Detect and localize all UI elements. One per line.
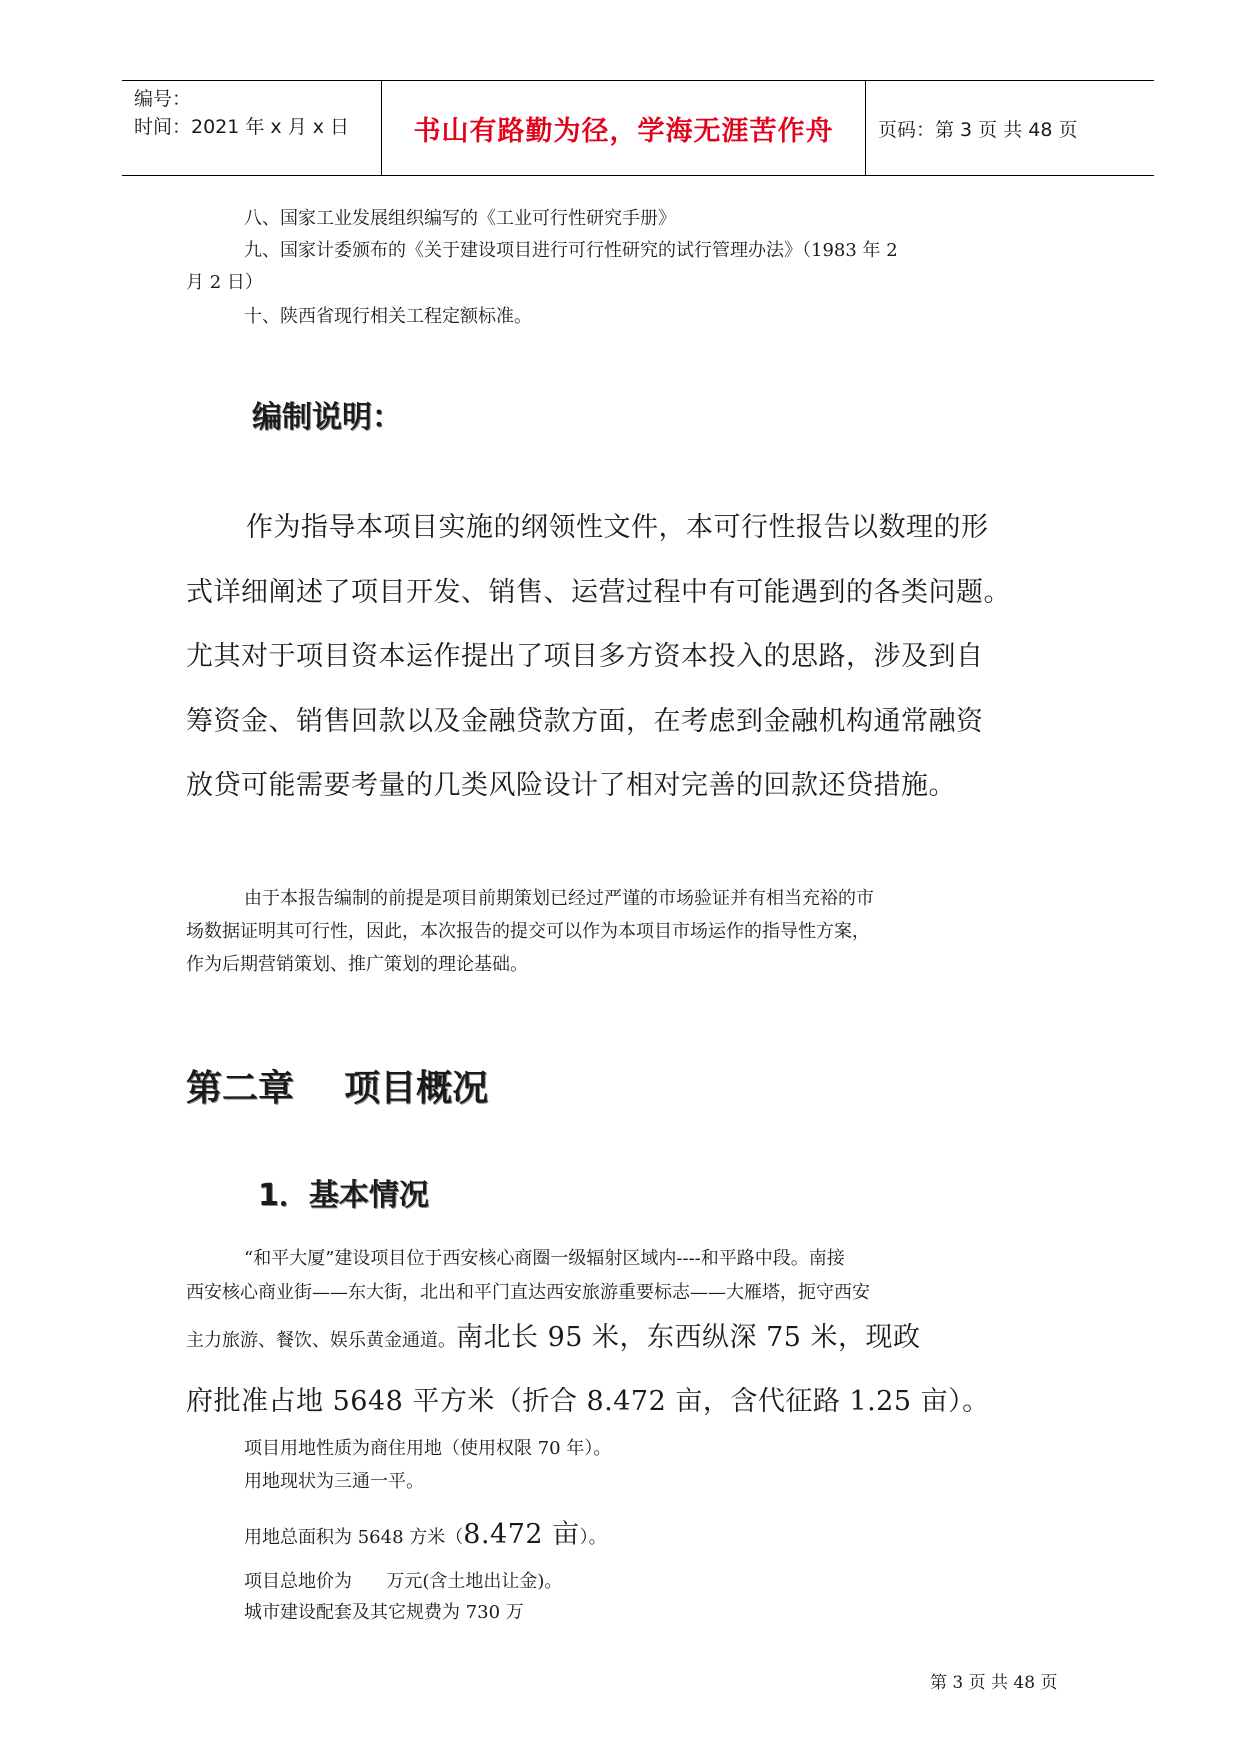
header-meta <box>122 81 382 175</box>
reference-item: 月 2 日） <box>186 272 263 293</box>
fact-land-status: 用地现状为三通一平。 <box>244 1471 424 1492</box>
reference-item: 十、陕西省现行相关工程定额标准。 <box>244 306 532 327</box>
section-title: 1．基本情况 <box>258 1178 429 1213</box>
fact-land-area-mu: 8.472 亩 <box>463 1519 580 1550</box>
chapter-title: 第二章 项目概况 <box>186 1068 489 1109</box>
reference-item: 八、国家工业发展组织编写的《工业可行性研究手册》 <box>244 208 676 229</box>
premise-paragraph-line: 由于本报告编制的前提是项目前期策划已经过严谨的市场验证并有相当充裕的市 <box>244 888 874 909</box>
basic-paragraph-large-text: 南北长 95 米，东西纵深 75 米，现政 <box>456 1322 921 1353</box>
document-time: 时间：2021 年 x 月 x 日 <box>134 116 350 138</box>
compile-heading: 编制说明： <box>252 400 402 435</box>
header-motto-cell <box>382 81 866 175</box>
page-header <box>122 80 1154 176</box>
fact-land-area <box>244 1512 607 1551</box>
header-page-code: 页码：第 3 页 共 48 页 <box>878 118 1078 141</box>
premise-paragraph-line: 作为后期营销策划、推广策划的理论基础。 <box>186 954 528 975</box>
basic-paragraph-line <box>186 1315 921 1354</box>
fact-land-price: 项目总地价为 万元(含土地出让金)。 <box>244 1571 563 1592</box>
fact-fees: 城市建设配套及其它规费为 730 万 <box>244 1602 524 1623</box>
compile-paragraph-line: 尤其对于项目资本运作提出了项目多方资本投入的思路，涉及到自 <box>186 641 984 672</box>
basic-paragraph-line: “和平大厦”建设项目位于西安核心商圈一级辐射区域内----和平路中段。南接 <box>244 1248 845 1269</box>
fact-land-usage: 项目用地性质为商住用地（使用权限 70 年）。 <box>244 1438 612 1459</box>
page-footer: 第 3 页 共 48 页 <box>930 1673 1058 1693</box>
header-motto: 书山有路勤为径，学海无涯苦作舟 <box>413 115 834 147</box>
compile-paragraph-line: 作为指导本项目实施的纲领性文件，本可行性报告以数理的形 <box>246 512 989 543</box>
reference-item: 九、国家计委颁布的《关于建设项目进行可行性研究的试行管理办法》（1983 年 2 <box>244 240 898 261</box>
fact-land-area-prefix: 用地总面积为 5648 方米（ <box>244 1527 464 1548</box>
compile-paragraph-line: 筹资金、销售回款以及金融贷款方面，在考虑到金融机构通常融资 <box>186 706 984 737</box>
basic-paragraph-line: 府批准占地 5648 平方米（折合 8.472 亩，含代征路 1.25 亩）。 <box>186 1386 990 1417</box>
fact-land-area-suffix: ）。 <box>579 1527 607 1548</box>
header-page-cell <box>866 81 1154 175</box>
document-number-label: 编号： <box>134 88 192 110</box>
basic-paragraph-small-text: 主力旅游、餐饮、娱乐黄金通道。 <box>186 1330 456 1351</box>
premise-paragraph-line: 场数据证明其可行性，因此，本次报告的提交可以作为本项目市场运作的指导性方案， <box>186 921 870 942</box>
compile-paragraph-line: 放贷可能需要考量的几类风险设计了相对完善的回款还贷措施。 <box>186 770 956 801</box>
compile-paragraph-line: 式详细阐述了项目开发、销售、运营过程中有可能遇到的各类问题。 <box>186 577 1011 608</box>
basic-paragraph-line: 西安核心商业街——东大街，北出和平门直达西安旅游重要标志——大雁塔，扼守西安 <box>186 1282 870 1303</box>
